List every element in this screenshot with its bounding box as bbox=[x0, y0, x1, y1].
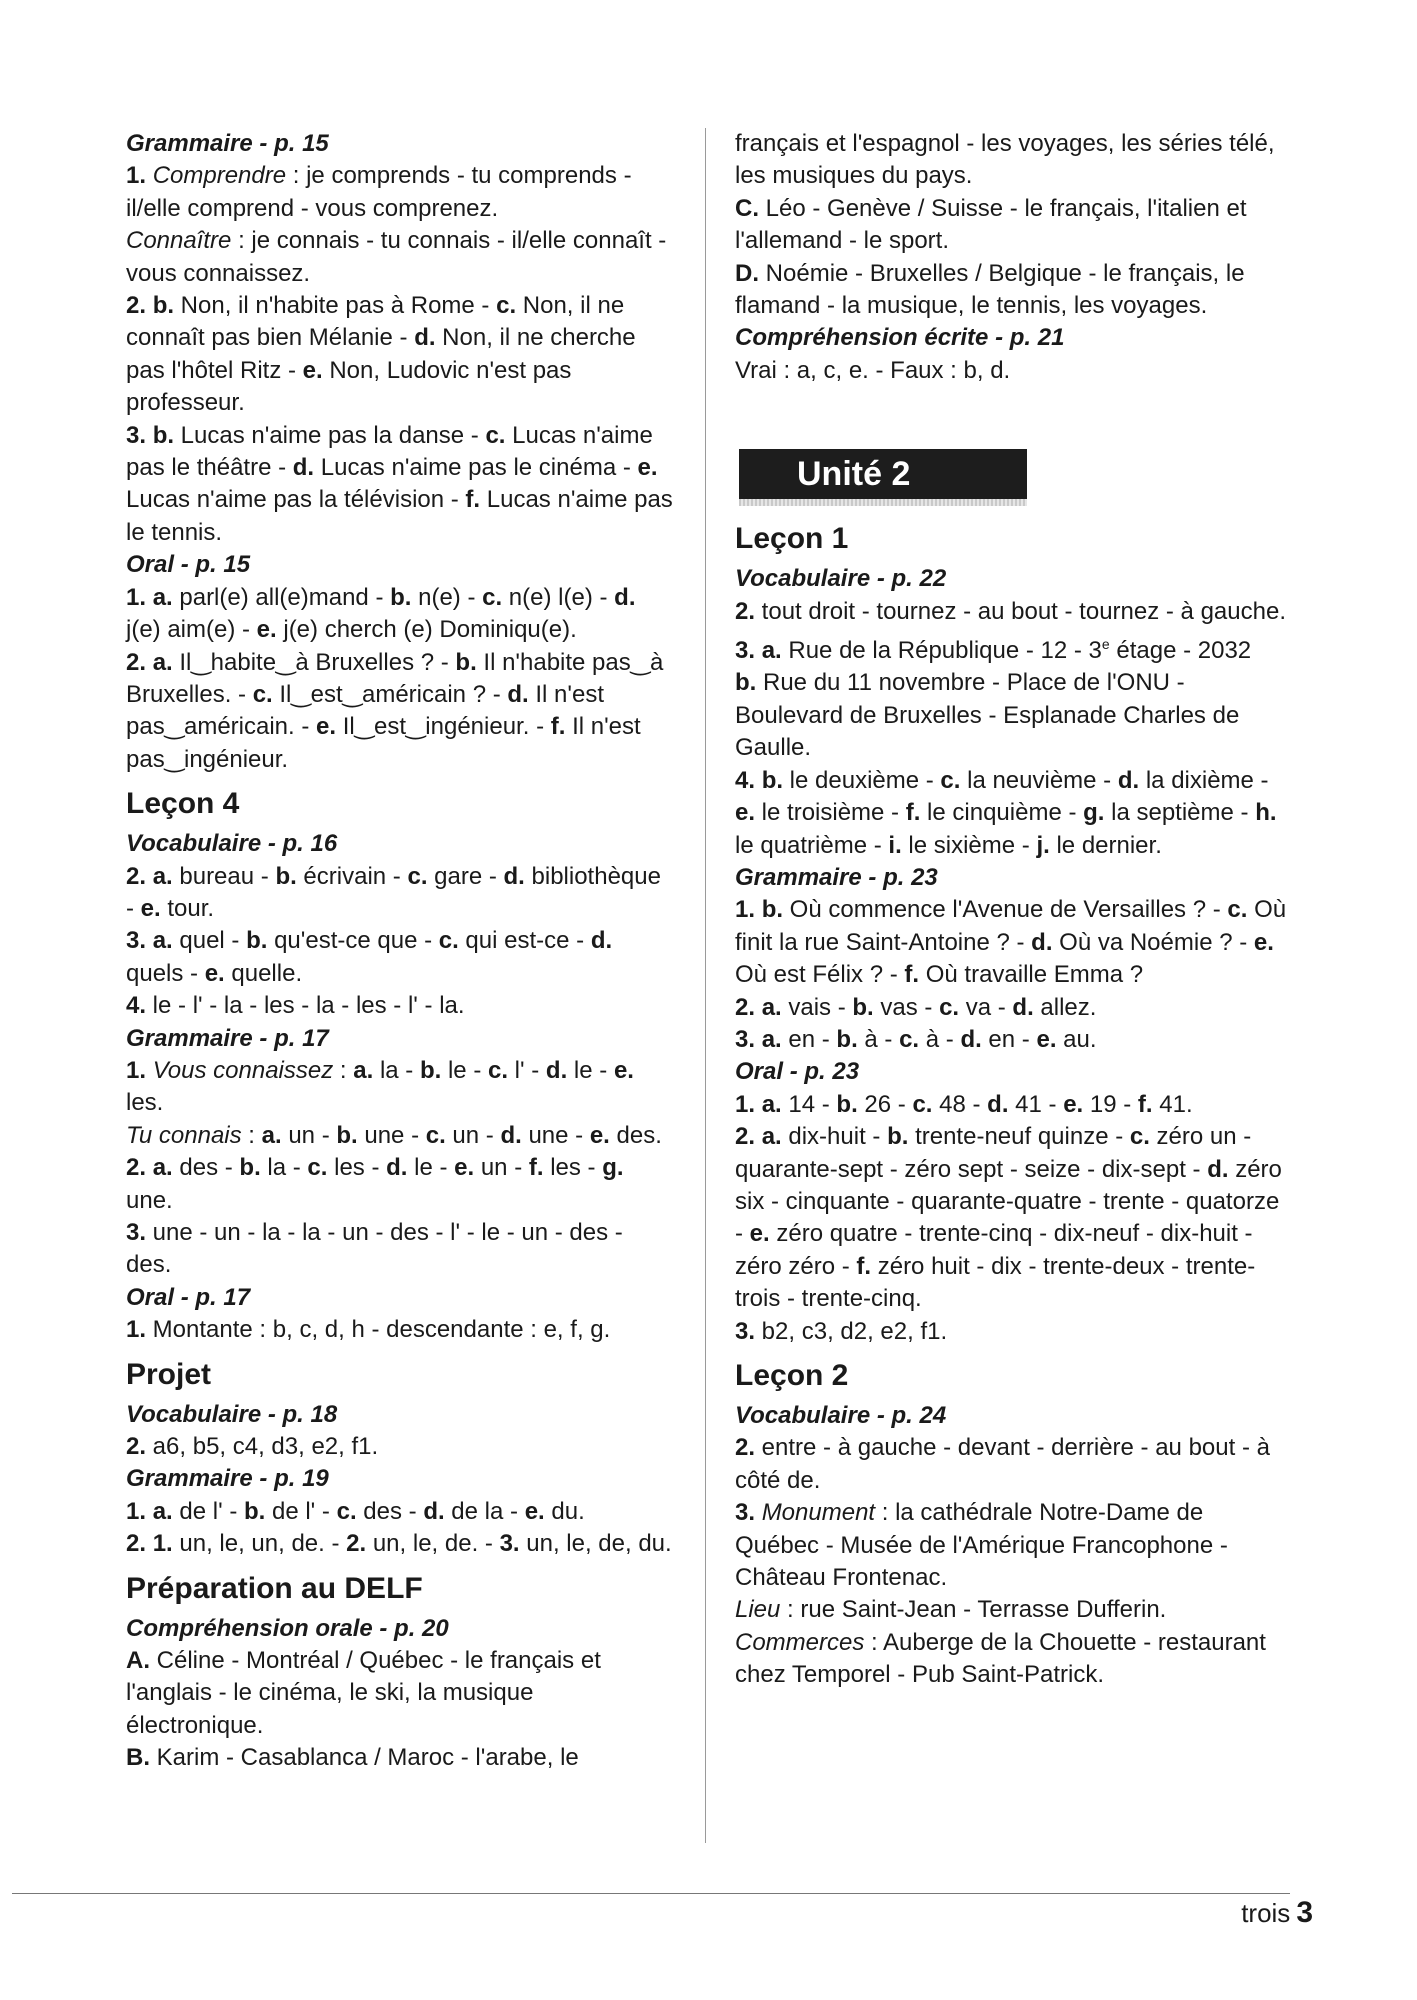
answer-oral-15-1: 1. a. parl(e) all(e)mand - b. n(e) - c. n(e) l(e) - d. j(e) aim(e) - e. j(e) cherch (e) Dominiqu(e). bbox=[126, 583, 636, 644]
answer-oral-15-2: 2. a. Il‿habite‿à Bruxelles ? - b. Il n'habite pas‿à Bruxelles. - c. Il‿est‿américain ? - d. Il n'est pas‿américain. - e. Il‿est‿ingénieur. - f. Il n'est pas‿ingénieur. bbox=[126, 648, 664, 773]
answer-oral-23-1: 1. a. 14 - b. 26 - c. 48 - d. 41 - e. 19 - f. 41. bbox=[735, 1090, 1193, 1118]
footer-rule bbox=[12, 1893, 1290, 1894]
section-preparation-delf: Préparation au DELF bbox=[126, 1571, 423, 1605]
answer-grammaire-17-1: 1. Vous connaissez : a. la - b. le - c. l' - d. le - e. les. bbox=[126, 1056, 634, 1117]
heading-comprehension-orale-p20: Compréhension orale - p. 20 bbox=[126, 1614, 449, 1642]
answer-vocabulaire-24-3: 3. Monument : la cathédrale Notre-Dame de Québec - Musée de l'Amérique Francophone - Château Frontenac. bbox=[735, 1499, 1228, 1592]
answer-vocabulaire-24-3-lieu: Lieu : rue Saint-Jean - Terrasse Dufferin. bbox=[735, 1596, 1167, 1624]
answer-vocabulaire-18-2: 2. a6, b5, c4, d3, e2, f1. bbox=[126, 1433, 379, 1461]
answer-grammaire-23-3: 3. a. en - b. à - c. à - d. en - e. au. bbox=[735, 1025, 1097, 1053]
heading-oral-p17: Oral - p. 17 bbox=[126, 1283, 251, 1311]
heading-grammaire-p19: Grammaire - p. 19 bbox=[126, 1465, 329, 1493]
heading-oral-p15: Oral - p. 15 bbox=[126, 551, 251, 579]
column-divider bbox=[705, 128, 706, 1843]
answer-grammaire-19-2: 2. 1. un, le, un, de. - 2. un, le, de. - 3. un, le, de, du. bbox=[126, 1530, 672, 1558]
answer-grammaire-15-1-connaitre: Connaître : je connais - tu connais - il/elle connaît - vous connaissez. bbox=[126, 227, 667, 287]
heading-oral-p23: Oral - p. 23 bbox=[735, 1058, 860, 1086]
answer-grammaire-15-3: 3. b. Lucas n'aime pas la danse - c. Lucas n'aime pas le théâtre - d. Lucas n'aime pas le cinéma - e. Lucas n'aime pas la télévision - f. Lucas n'aime pas le tennis. bbox=[126, 421, 673, 546]
heading-vocabulaire-p22: Vocabulaire - p. 22 bbox=[735, 565, 947, 593]
section-lecon-1: Leçon 1 bbox=[735, 522, 849, 556]
answer-grammaire-19-1: 1. a. de l' - b. de l' - c. des - d. de la - e. du. bbox=[126, 1497, 585, 1525]
answer-grammaire-15-2: 2. b. Non, il n'habite pas à Rome - c. Non, il ne connaît pas bien Mélanie - d. Non, il ne cherche pas l'hôtel Ritz - e. Non, Ludovic n'est pas professeur. bbox=[126, 292, 636, 417]
heading-grammaire-p15: Grammaire - p. 15 bbox=[126, 130, 329, 157]
answer-ce-21: Vrai : a, c, e. - Faux : b, d. bbox=[735, 356, 1011, 384]
answer-vocabulaire-16-4: 4. le - l' - la - les - la - les - l' - la. bbox=[126, 992, 465, 1020]
heading-grammaire-p17: Grammaire - p. 17 bbox=[126, 1024, 329, 1052]
answer-oral-17-1: 1. Montante : b, c, d, h - descendante : e, f, g. bbox=[126, 1316, 611, 1344]
answer-vocabulaire-22-3a: 3. a. Rue de la République - 12 - 3e étage - 2032 bbox=[735, 636, 1252, 665]
section-lecon-2: Leçon 2 bbox=[735, 1359, 849, 1392]
answer-oral-23-3: 3. b2, c3, d2, e2, f1. bbox=[735, 1317, 948, 1345]
answer-co-20-b-continued: français et l'espagnol - les voyages, les séries télé, les musiques du pays. bbox=[735, 130, 1275, 190]
answer-co-20-d: D. Noémie - Bruxelles / Belgique - le français, le flamand - la musique, le tennis, les voyages. bbox=[735, 259, 1245, 320]
answer-grammaire-15-1: 1. Comprendre : je comprends - tu comprends - il/elle comprend - vous comprenez. bbox=[126, 162, 632, 222]
answer-vocabulaire-22-4: 4. b. le deuxième - c. la neuvième - d. la dixième - e. le troisième - f. le cinquième - g. la septième - h. le quatrième - i. le sixième - j. le dernier. bbox=[735, 766, 1277, 859]
answer-vocabulaire-16-3: 3. a. quel - b. qu'est-ce que - c. qui est-ce - d. quels - e. quelle. bbox=[126, 927, 613, 987]
page-footer bbox=[1241, 1895, 1313, 1931]
answer-grammaire-23-2: 2. a. vais - b. vas - c. va - d. allez. bbox=[735, 993, 1097, 1021]
answer-oral-23-2: 2. a. dix-huit - b. trente-neuf quinze - c. zéro un - quarante-sept - zéro sept - seize - dix-sept - d. zéro six - cinquante - quarante-quatre - trente - quatorze - e. zéro quatre - trente-cinq - dix-neuf - dix-huit - zéro zéro - f. zéro huit - dix - trente-deux - trente-trois - trente-cinq. bbox=[735, 1123, 1282, 1313]
heading-grammaire-p23: Grammaire - p. 23 bbox=[735, 863, 938, 891]
answer-co-20-a: A. Céline - Montréal / Québec - le français et l'anglais - le cinéma, le ski, la musique électronique. bbox=[126, 1647, 601, 1739]
page-number-word: trois bbox=[1241, 1898, 1291, 1928]
section-projet: Projet bbox=[126, 1357, 212, 1391]
answer-grammaire-17-1-tu: Tu connais : a. un - b. une - c. un - d. une - e. des. bbox=[126, 1121, 662, 1149]
answer-vocabulaire-24-2: 2. entre - à gauche - devant - derrière - au bout - à côté de. bbox=[735, 1434, 1270, 1494]
section-lecon-4: Leçon 4 bbox=[126, 787, 240, 821]
answer-grammaire-17-3: 3. une - un - la - la - un - des - l' - le - un - des - des. bbox=[126, 1219, 623, 1279]
heading-vocabulaire-p24: Vocabulaire - p. 24 bbox=[735, 1402, 947, 1429]
answer-vocabulaire-22-2: 2. tout droit - tournez - au bout - tournez - à gauche. bbox=[735, 597, 1286, 625]
answer-grammaire-23-1: 1. b. Où commence l'Avenue de Versailles ? - c. Où finit la rue Saint-Antoine ? - d. Où va Noémie ? - e. Où est Félix ? - f. Où travaille Emma ? bbox=[735, 896, 1287, 989]
answer-co-20-b: B. Karim - Casablanca / Maroc - l'arabe, le bbox=[126, 1744, 579, 1772]
heading-vocabulaire-p18: Vocabulaire - p. 18 bbox=[126, 1400, 338, 1428]
unite-2-banner: Unité 2 bbox=[739, 449, 1027, 499]
answer-vocabulaire-24-3-commerces: Commerces : Auberge de la Chouette - restaurant chez Temporel - Pub Saint-Patrick. bbox=[735, 1628, 1266, 1689]
answer-co-20-c: C. Léo - Genève / Suisse - le français, l'italien et l'allemand - le sport. bbox=[735, 194, 1247, 255]
answer-vocabulaire-16-2: 2. a. bureau - b. écrivain - c. gare - d. bibliothèque - e. tour. bbox=[126, 862, 661, 922]
left-column bbox=[126, 128, 674, 1775]
answer-vocabulaire-22-3b: b. Rue du 11 novembre - Place de l'ONU - Boulevard de Bruxelles - Esplanade Charles de Gaulle. bbox=[735, 669, 1240, 762]
answer-grammaire-17-2: 2. a. des - b. la - c. les - d. le - e. un - f. les - g. une. bbox=[126, 1154, 624, 1214]
heading-comprehension-ecrite-p21: Compréhension écrite - p. 21 bbox=[735, 324, 1065, 352]
page-number: 3 bbox=[1296, 1896, 1313, 1929]
right-column bbox=[735, 128, 1291, 1692]
heading-vocabulaire-p16: Vocabulaire - p. 16 bbox=[126, 830, 338, 858]
